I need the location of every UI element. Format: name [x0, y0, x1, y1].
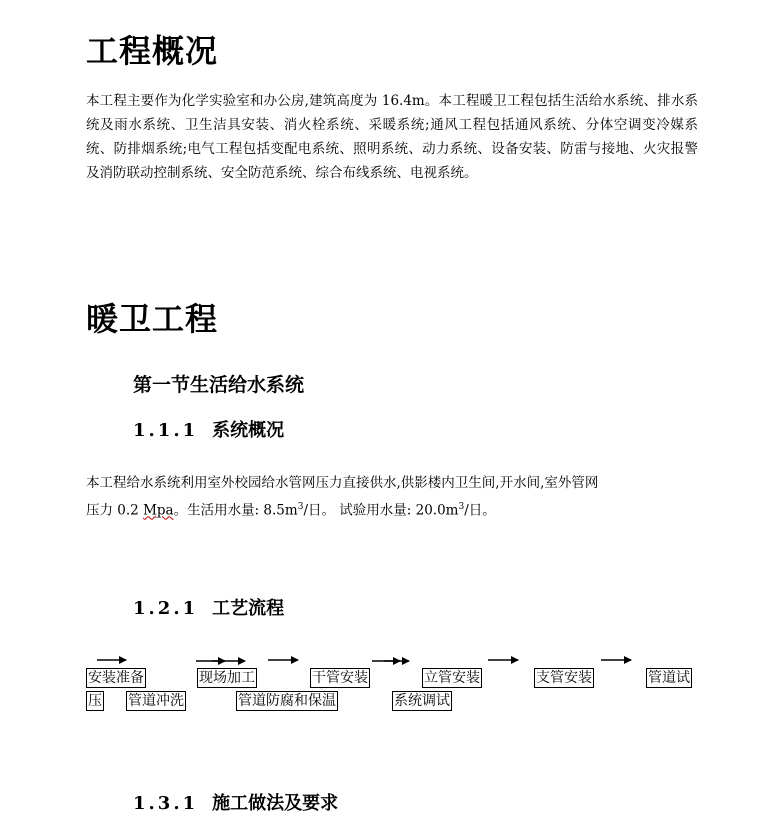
flow-step-riser-install: 立管安装	[424, 670, 480, 686]
heading-number: 1.1.1	[133, 420, 199, 441]
section-heading-overview: 工程概况	[86, 32, 219, 70]
heading-1-3-1	[133, 789, 338, 815]
section-heading-hvac-plumbing: 暖卫工程	[86, 300, 219, 338]
flow-step-main-pipe-install: 干管安装	[312, 670, 368, 686]
flow-step-system-commissioning: 系统调试	[394, 693, 450, 709]
overview-paragraph: 本工程主要作为化学实验室和办公房,建筑高度为 16.4m。本工程暖卫工程包括生活给水系统、排水系统及雨水系统、卫生洁具安装、消火栓系统、采暖系统;通风工程包括通风系统、分体空调变冷媒系统、防排烟系统;电气工程包括变配电系统、照明系统、动力系统、设备安装、防雷与接地、火灾报警及消防联动控制系统、安全防范系统、综合布线系统、电视系统。	[86, 93, 698, 181]
test-usage-text: /日。 试验用水量: 20.0m	[303, 502, 459, 519]
flow-step-pipe-flushing: 管道冲洗	[128, 693, 184, 709]
heading-title: 系统概况	[212, 420, 285, 441]
flow-step-pipe-test: 管道试	[648, 670, 690, 686]
superscript-3: 3	[297, 502, 304, 512]
heading-number: 1.2.1	[133, 598, 199, 619]
flow-step-install-prep: 安装准备	[88, 670, 144, 686]
usage-unit-text: /日。	[464, 502, 496, 519]
flow-step-anticorrosion-insulation: 管道防腐和保温	[238, 693, 336, 709]
superscript-3: 3	[458, 502, 465, 512]
flow-step-branch-install: 支管安装	[536, 670, 592, 686]
heading-title: 工艺流程	[212, 598, 285, 619]
subsection-heading-water-supply: 第一节生活给水系统	[133, 374, 305, 396]
heading-title: 施工做法及要求	[212, 793, 339, 814]
paragraph-line-1: 本工程给水系统利用室外校园给水管网压力直接供水,供影楼内卫生间,开水间,室外管网	[86, 475, 599, 491]
spellcheck-word-mpa: Mpa	[143, 502, 174, 519]
domestic-usage-text: 。生活用水量: 8.5m	[173, 502, 298, 519]
heading-number: 1.3.1	[133, 793, 199, 814]
pressure-text: 压力 0.2	[86, 502, 144, 519]
flow-step-site-processing: 现场加工	[199, 670, 255, 686]
flow-step-pressure: 压	[88, 693, 102, 709]
